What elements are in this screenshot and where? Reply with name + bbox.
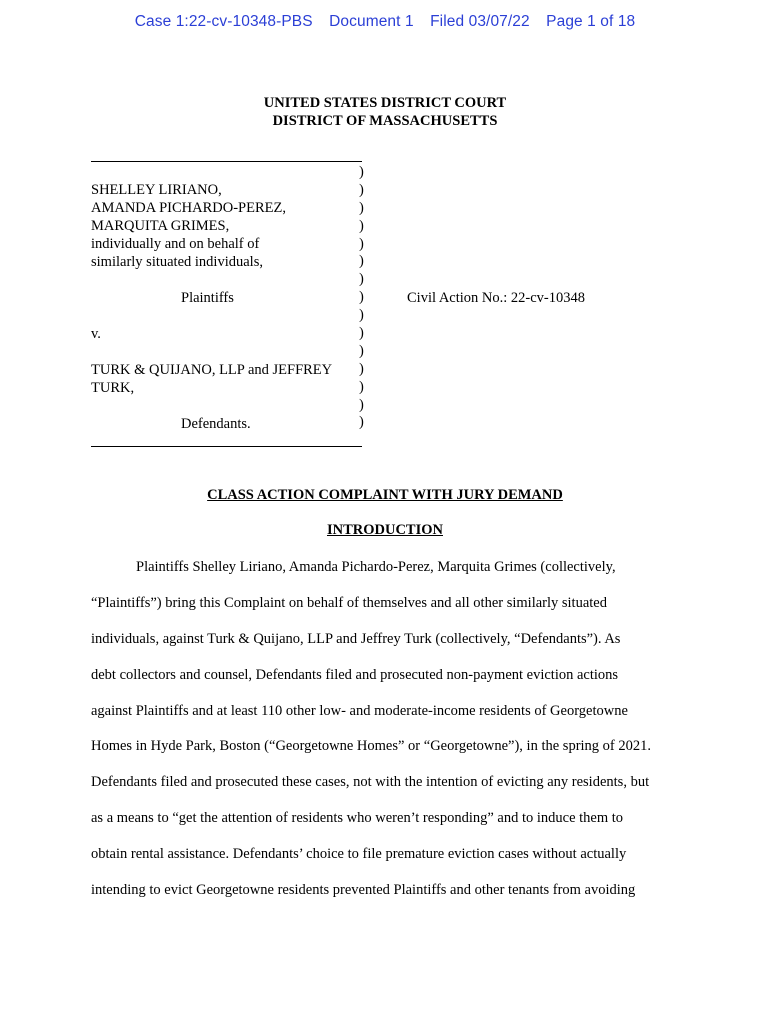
paragraph-line: intending to evict Georgetowne residents prevented Plaintiffs and other tenants from avoiding xyxy=(91,882,636,899)
civil-action-number: Civil Action No.: 22-cv-10348 xyxy=(407,290,586,306)
caption-paren: ) xyxy=(359,307,364,324)
caption-paren: ) xyxy=(359,396,364,413)
case-header-stamp xyxy=(0,13,770,31)
court-name: UNITED STATES DISTRICT COURT xyxy=(263,95,507,111)
plaintiff-name-2: AMANDA PICHARDO-PEREZ, xyxy=(91,200,286,216)
caption-top-rule xyxy=(91,161,362,162)
caption-paren: ) xyxy=(359,181,364,198)
caption-paren: ) xyxy=(359,235,364,252)
paragraph-line: Defendants filed and prosecuted these cases, not with the intention of evicting any residents, but xyxy=(91,774,650,791)
plaintiff-capacity-2: similarly situated individuals, xyxy=(91,254,263,270)
paragraph-line: obtain rental assistance. Defendants’ choice to file premature eviction cases without actually xyxy=(91,846,627,863)
paragraph-line: Plaintiffs Shelley Liriano, Amanda Pichardo-Perez, Marquita Grimes (collectively, xyxy=(136,559,616,575)
court-district: DISTRICT OF MASSACHUSETTS xyxy=(272,113,498,129)
caption-bottom-rule xyxy=(91,446,362,447)
caption-paren: ) xyxy=(359,342,364,359)
paragraph-line: against Plaintiffs and at least 110 other low- and moderate-income residents of Georgetowne xyxy=(91,702,628,719)
caption-paren: ) xyxy=(359,217,364,234)
filed-date: Filed 03/07/22 xyxy=(430,13,530,30)
paragraph-line: Homes in Hyde Park, Boston (“Georgetowne Homes” or “Georgetowne”), in the spring of 2021. xyxy=(91,738,652,755)
paragraph-line: “Plaintiffs”) bring this Complaint on behalf of themselves and all other similarly situated xyxy=(91,594,607,611)
caption-paren: ) xyxy=(359,271,364,288)
paragraph-line: as a means to “get the attention of residents who weren’t responding” and to induce them to xyxy=(91,810,624,827)
plaintiffs-label: Plaintiffs xyxy=(181,290,234,306)
section-title: INTRODUCTION xyxy=(326,522,443,538)
defendant-name-2: TURK, xyxy=(91,380,135,396)
complaint-title: CLASS ACTION COMPLAINT WITH JURY DEMAND xyxy=(207,487,563,503)
caption-paren: ) xyxy=(359,253,364,270)
paragraph-line: debt collectors and counsel, Defendants filed and prosecuted non-payment eviction actions xyxy=(91,666,619,683)
caption-paren: ) xyxy=(359,325,364,342)
page-indicator: Page 1 of 18 xyxy=(546,13,636,30)
caption-paren: ) xyxy=(359,378,364,395)
caption-paren: ) xyxy=(359,414,364,431)
caption-paren: ) xyxy=(359,360,364,377)
case-number: Case 1:22-cv-10348-PBS xyxy=(134,13,313,30)
introduction-paragraph xyxy=(91,558,681,917)
document-number: Document 1 xyxy=(329,13,414,30)
versus-label: v. xyxy=(91,326,101,342)
caption-paren: ) xyxy=(359,199,364,216)
defendant-name-1: TURK & QUIJANO, LLP and JEFFREY xyxy=(91,362,333,378)
plaintiff-name-1: SHELLEY LIRIANO, xyxy=(91,182,222,198)
court-heading xyxy=(0,94,770,130)
caption-paren-column xyxy=(359,164,364,432)
caption-paren: ) xyxy=(359,289,364,306)
defendants-label: Defendants. xyxy=(181,416,251,432)
caption-paren: ) xyxy=(359,164,364,180)
plaintiff-capacity-1: individually and on behalf of xyxy=(91,236,260,252)
paragraph-line: individuals, against Turk & Quijano, LLP and Jeffrey Turk (collectively, “Defendants”). As xyxy=(91,630,621,647)
plaintiff-name-3: MARQUITA GRIMES, xyxy=(91,218,230,234)
